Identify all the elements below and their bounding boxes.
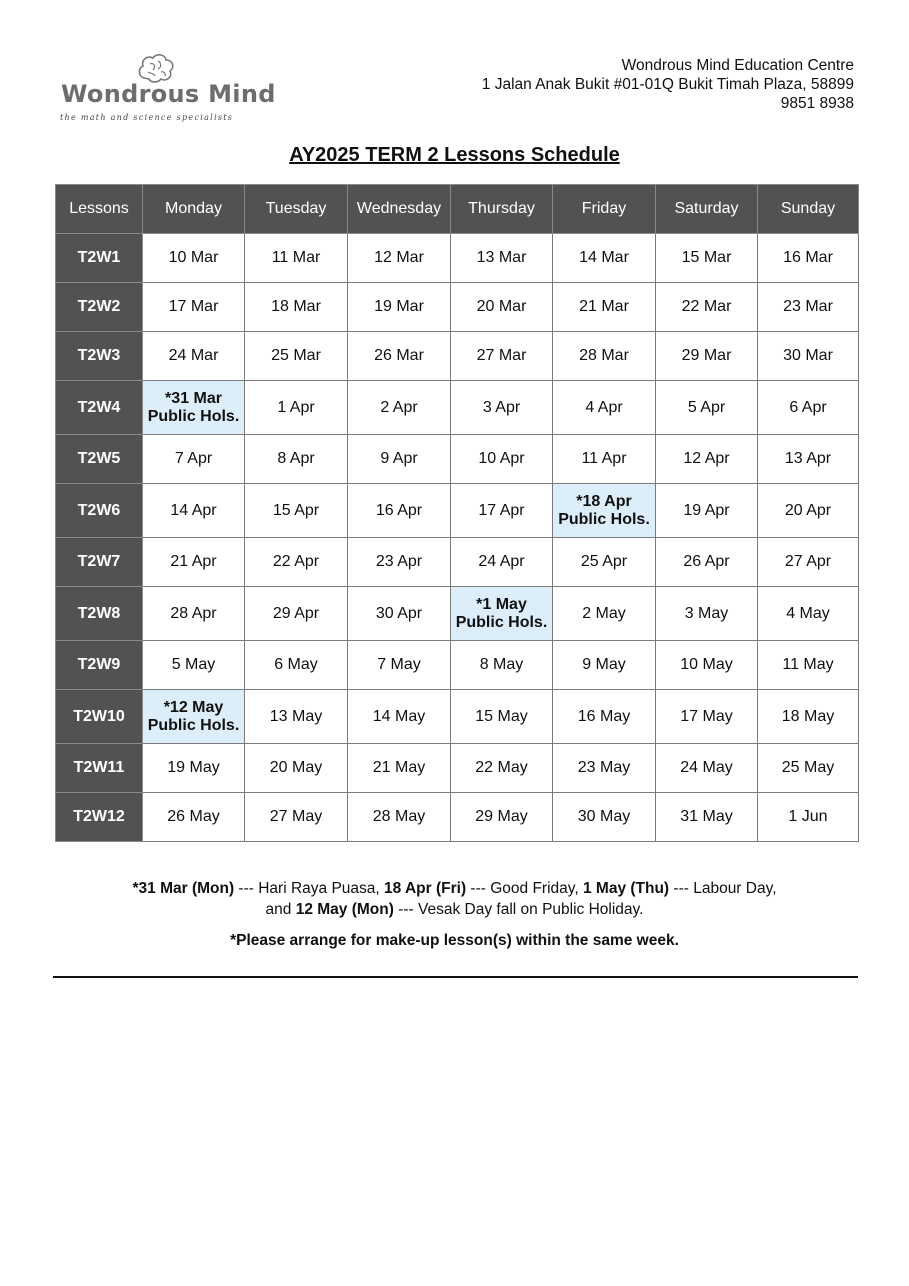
note-text: --- Good Friday, — [466, 880, 583, 897]
date-cell: 16 Mar — [758, 234, 859, 283]
date-cell: 26 Apr — [656, 538, 758, 587]
date-cell: 20 Apr — [758, 484, 859, 538]
table-row — [56, 538, 859, 587]
date-cell: 3 Apr — [451, 381, 553, 435]
date-cell: 24 Apr — [451, 538, 553, 587]
date-cell: 30 May — [553, 793, 656, 842]
date-cell: 12 Apr — [656, 435, 758, 484]
logo-wordmark: Wondrous Mind — [61, 80, 276, 108]
date-cell: 23 May — [553, 744, 656, 793]
page-title: AY2025 TERM 2 Lessons Schedule — [289, 144, 620, 166]
date-cell: 26 May — [143, 793, 245, 842]
centre-name: Wondrous Mind Education Centre — [621, 57, 854, 74]
date-cell: 9 May — [553, 641, 656, 690]
date-cell: 15 May — [451, 690, 553, 744]
date-cell: 5 Apr — [656, 381, 758, 435]
date-cell: 24 Mar — [143, 332, 245, 381]
makeup-lesson-note: *Please arrange for make-up lesson(s) within the same week. — [230, 932, 679, 949]
week-label: T2W1 — [56, 234, 143, 283]
schedule-table — [55, 184, 859, 842]
table-row — [56, 690, 859, 744]
date-cell: 11 May — [758, 641, 859, 690]
date-cell: 26 Mar — [348, 332, 451, 381]
date-cell: 18 Mar — [245, 283, 348, 332]
table-row — [56, 381, 859, 435]
date-cell: 25 Apr — [553, 538, 656, 587]
date-cell: 21 May — [348, 744, 451, 793]
centre-address-block — [482, 56, 854, 113]
date-cell: 28 Apr — [143, 587, 245, 641]
logo — [58, 50, 276, 125]
date-cell: 17 May — [656, 690, 758, 744]
holiday-cell: *1 May Public Hols. — [451, 587, 553, 641]
header-tuesday: Tuesday — [245, 185, 348, 234]
date-cell: 10 Apr — [451, 435, 553, 484]
holiday-cell: *18 Apr Public Hols. — [553, 484, 656, 538]
week-label: T2W7 — [56, 538, 143, 587]
date-cell: 12 Mar — [348, 234, 451, 283]
date-cell: 22 Apr — [245, 538, 348, 587]
date-cell: 2 May — [553, 587, 656, 641]
date-cell: 1 Apr — [245, 381, 348, 435]
note-text: --- Hari Raya Puasa, — [234, 880, 385, 897]
date-cell: 22 May — [451, 744, 553, 793]
date-cell: 21 Apr — [143, 538, 245, 587]
date-cell: 14 May — [348, 690, 451, 744]
table-row — [56, 283, 859, 332]
date-cell: 8 Apr — [245, 435, 348, 484]
note-date: 12 May (Mon) — [295, 901, 394, 918]
date-cell: 19 Mar — [348, 283, 451, 332]
date-cell: 2 Apr — [348, 381, 451, 435]
header-monday: Monday — [143, 185, 245, 234]
date-cell: 31 May — [656, 793, 758, 842]
date-cell: 23 Mar — [758, 283, 859, 332]
week-label: T2W9 — [56, 641, 143, 690]
date-cell: 27 Mar — [451, 332, 553, 381]
note-text: --- Vesak Day fall on Public Holiday. — [393, 901, 644, 918]
centre-address: 1 Jalan Anak Bukit #01-01Q Bukit Timah Plaza, 58899 — [481, 76, 854, 93]
note-text: and — [265, 901, 296, 918]
date-cell: 21 Mar — [553, 283, 656, 332]
note-text: --- Labour Day, — [669, 880, 777, 897]
divider — [53, 976, 858, 978]
week-label: T2W11 — [56, 744, 143, 793]
header-lessons: Lessons — [56, 185, 143, 234]
date-cell: 27 Apr — [758, 538, 859, 587]
date-cell: 22 Mar — [656, 283, 758, 332]
header-sunday: Sunday — [758, 185, 859, 234]
note-date: 18 Apr (Fri) — [384, 880, 467, 897]
date-cell: 30 Mar — [758, 332, 859, 381]
date-cell: 19 Apr — [656, 484, 758, 538]
week-label: T2W12 — [56, 793, 143, 842]
date-cell: 23 Apr — [348, 538, 451, 587]
date-cell: 13 May — [245, 690, 348, 744]
date-cell: 29 Mar — [656, 332, 758, 381]
date-cell: 15 Mar — [656, 234, 758, 283]
date-cell: 9 Apr — [348, 435, 451, 484]
table-row — [56, 332, 859, 381]
holiday-cell: *31 Mar Public Hols. — [143, 381, 245, 435]
table-row — [56, 587, 859, 641]
date-cell: 11 Apr — [553, 435, 656, 484]
date-cell: 27 May — [245, 793, 348, 842]
date-cell: 24 May — [656, 744, 758, 793]
date-cell: 3 May — [656, 587, 758, 641]
logo-tagline: the math and science specialists — [60, 113, 234, 122]
schedule-header-row — [56, 185, 859, 234]
date-cell: 8 May — [451, 641, 553, 690]
date-cell: 28 May — [348, 793, 451, 842]
date-cell: 11 Mar — [245, 234, 348, 283]
date-cell: 5 May — [143, 641, 245, 690]
holiday-notes — [0, 878, 909, 920]
date-cell: 4 Apr — [553, 381, 656, 435]
notes-line-1 — [0, 878, 909, 899]
date-cell: 16 May — [553, 690, 656, 744]
table-row — [56, 744, 859, 793]
date-cell: 25 Mar — [245, 332, 348, 381]
date-cell: 18 May — [758, 690, 859, 744]
table-row — [56, 435, 859, 484]
date-cell: 19 May — [143, 744, 245, 793]
week-label: T2W5 — [56, 435, 143, 484]
notes-line-2 — [0, 899, 909, 920]
date-cell: 1 Jun — [758, 793, 859, 842]
date-cell: 29 Apr — [245, 587, 348, 641]
date-cell: 17 Apr — [451, 484, 553, 538]
centre-phone: 9851 8938 — [780, 95, 854, 112]
header-saturday: Saturday — [656, 185, 758, 234]
table-row — [56, 484, 859, 538]
date-cell: 13 Mar — [451, 234, 553, 283]
date-cell: 10 May — [656, 641, 758, 690]
week-label: T2W8 — [56, 587, 143, 641]
date-cell: 7 May — [348, 641, 451, 690]
header-friday: Friday — [553, 185, 656, 234]
header-wednesday: Wednesday — [348, 185, 451, 234]
table-row — [56, 234, 859, 283]
week-label: T2W4 — [56, 381, 143, 435]
week-label: T2W3 — [56, 332, 143, 381]
date-cell: 10 Mar — [143, 234, 245, 283]
date-cell: 7 Apr — [143, 435, 245, 484]
note-date: 1 May (Thu) — [582, 880, 670, 897]
note-date: *31 Mar (Mon) — [132, 880, 235, 897]
week-label: T2W2 — [56, 283, 143, 332]
date-cell: 6 May — [245, 641, 348, 690]
date-cell: 15 Apr — [245, 484, 348, 538]
date-cell: 17 Mar — [143, 283, 245, 332]
table-row — [56, 793, 859, 842]
week-label: T2W10 — [56, 690, 143, 744]
week-label: T2W6 — [56, 484, 143, 538]
table-row — [56, 641, 859, 690]
date-cell: 20 May — [245, 744, 348, 793]
date-cell: 29 May — [451, 793, 553, 842]
date-cell: 20 Mar — [451, 283, 553, 332]
date-cell: 13 Apr — [758, 435, 859, 484]
date-cell: 14 Mar — [553, 234, 656, 283]
date-cell: 28 Mar — [553, 332, 656, 381]
date-cell: 16 Apr — [348, 484, 451, 538]
holiday-cell: *12 May Public Hols. — [143, 690, 245, 744]
date-cell: 6 Apr — [758, 381, 859, 435]
date-cell: 25 May — [758, 744, 859, 793]
date-cell: 30 Apr — [348, 587, 451, 641]
header-thursday: Thursday — [451, 185, 553, 234]
date-cell: 14 Apr — [143, 484, 245, 538]
date-cell: 4 May — [758, 587, 859, 641]
